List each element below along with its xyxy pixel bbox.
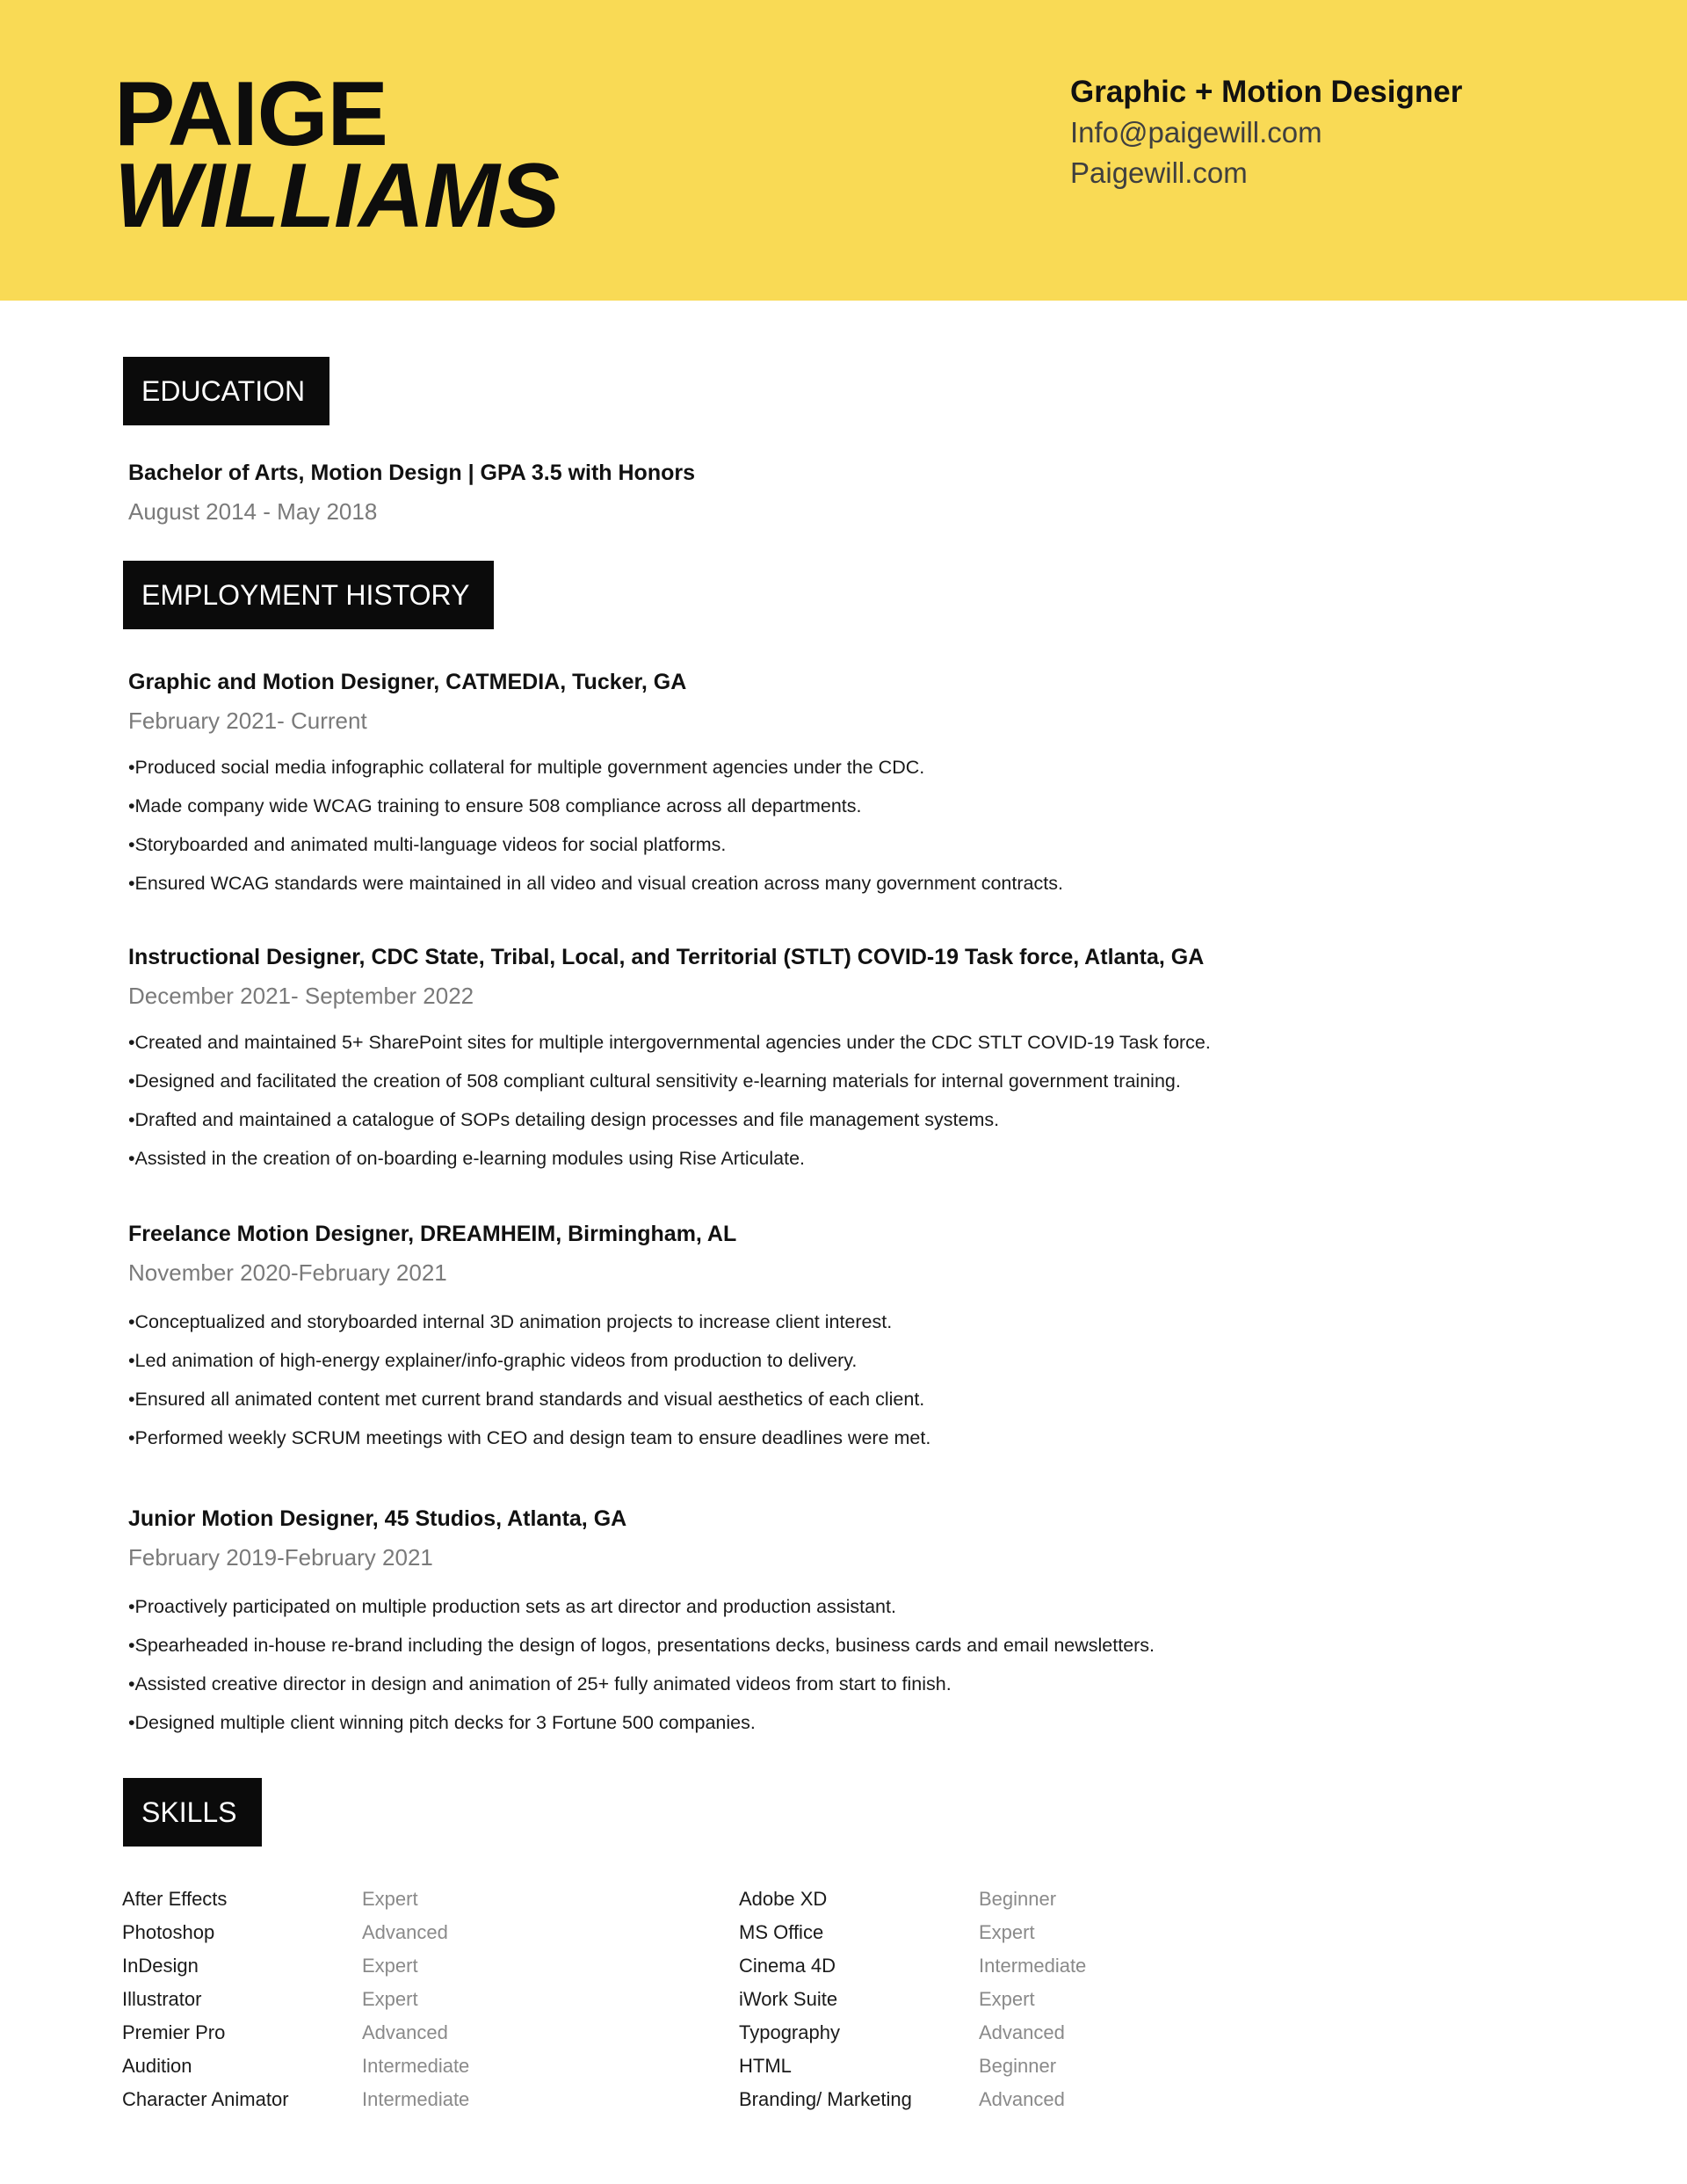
job-title: Instructional Designer, CDC State, Tribal, Local, and Territorial (STLT) COVID-19 Task force, Atlanta, GA [128,945,1205,969]
skill-level: Intermediate [362,2055,470,2077]
skill-row [739,2016,1108,2050]
skill-row [122,1983,491,2016]
email-address[interactable]: Info@paigewill.com [1070,116,1322,149]
skills-heading: SKILLS [123,1778,262,1847]
bullet-item: •Assisted creative director in design and animation of 25+ fully animated videos from start to finish. [128,1673,952,1694]
job-dates: December 2021- September 2022 [128,983,474,1009]
job-bullets [128,1587,1155,1742]
skill-row [122,1949,491,1983]
skill-level: Expert [362,1888,418,1910]
skill-name: Typography [739,2021,840,2043]
education-dates: August 2014 - May 2018 [128,498,378,525]
skill-row [122,1883,491,1916]
skill-level: Expert [362,1988,418,2010]
skill-row [739,1983,1108,2016]
bullet-item: •Designed and facilitated the creation of 508 compliant cultural sensitivity e-learning materials for internal government training. [128,1070,1181,1092]
job-dates: November 2020-February 2021 [128,1259,447,1286]
skill-level: Advanced [362,1921,448,1943]
skill-row [739,2050,1108,2083]
skill-row [122,2050,491,2083]
website-link[interactable]: Paigewill.com [1070,156,1248,189]
header-banner [0,0,1687,301]
job-bullets [128,1023,1211,1178]
skill-row [739,2083,1108,2116]
skill-row [122,1916,491,1949]
last-name: WILLIAMS [114,145,560,247]
skill-level: Expert [979,1921,1035,1943]
bullet-item: •Proactively participated on multiple production sets as art director and production assistant. [128,1596,896,1617]
skill-name: HTML [739,2055,792,2077]
skills-column-left [122,1883,491,2116]
job-bullets [128,748,1063,903]
skill-name: iWork Suite [739,1988,838,2010]
skill-name: InDesign [122,1955,199,1977]
bullet-item: •Designed multiple client winning pitch decks for 3 Fortune 500 companies. [128,1712,756,1733]
bullet-item: •Storyboarded and animated multi-language videos for social platforms. [128,834,727,855]
bullet-item: •Performed weekly SCRUM meetings with CEO and design team to ensure deadlines were met. [128,1427,931,1448]
skill-name: Branding/ Marketing [739,2088,912,2110]
skill-name: Illustrator [122,1988,202,2010]
bullet-item: •Ensured all animated content met current brand standards and visual aesthetics of each client. [128,1389,925,1410]
skill-level: Advanced [979,2021,1065,2043]
education-heading: EDUCATION [123,357,329,425]
job-bullets [128,1302,930,1457]
skill-name: MS Office [739,1921,824,1943]
skill-level: Expert [362,1955,418,1977]
skill-level: Beginner [979,1888,1057,1910]
skill-name: Premier Pro [122,2021,226,2043]
skill-name: Cinema 4D [739,1955,836,1977]
bullet-item: •Created and maintained 5+ SharePoint sites for multiple intergovernmental agencies under the CDC STLT COVID-19 Task force. [128,1032,1211,1053]
job-title: Freelance Motion Designer, DREAMHEIM, Birmingham, AL [128,1222,737,1246]
education-degree: Bachelor of Arts, Motion Design | GPA 3.5 with Honors [128,461,696,485]
bullet-item: •Conceptualized and storyboarded internal 3D animation projects to increase client interest. [128,1311,893,1332]
bullet-item: •Made company wide WCAG training to ensure 508 compliance across all departments. [128,795,862,816]
skill-level: Expert [979,1988,1035,2010]
bullet-item: •Led animation of high-energy explainer/info-graphic videos from production to delivery. [128,1350,858,1371]
skill-level: Intermediate [979,1955,1087,1977]
skill-row [739,1883,1108,1916]
skill-name: Photoshop [122,1921,215,1943]
skill-level: Advanced [979,2088,1065,2110]
skill-name: After Effects [122,1888,228,1910]
job-dates: February 2021- Current [128,707,367,734]
skill-level: Intermediate [362,2088,470,2110]
skill-name: Adobe XD [739,1888,828,1910]
bullet-item: •Produced social media infographic collateral for multiple government agencies under the CDC. [128,757,925,778]
contact-block [1070,72,1462,193]
skill-row [739,1949,1108,1983]
first-name: PAIGE [114,63,387,165]
bullet-item: •Ensured WCAG standards were maintained in all video and visual creation across many government contracts. [128,873,1063,894]
bullet-item: •Drafted and maintained a catalogue of SOPs detailing design processes and file management systems. [128,1109,1000,1130]
job-dates: February 2019-February 2021 [128,1544,433,1571]
job-title: Junior Motion Designer, 45 Studios, Atlanta, GA [128,1506,627,1531]
skill-level: Advanced [362,2021,448,2043]
skill-level: Beginner [979,2055,1057,2077]
skill-row [122,2083,491,2116]
job-title: Graphic and Motion Designer, CATMEDIA, Tucker, GA [128,670,687,694]
skills-column-right [739,1883,1108,2116]
skill-row [739,1916,1108,1949]
bullet-item: •Assisted in the creation of on-boarding e-learning modules using Rise Articulate. [128,1148,806,1169]
employment-heading: EMPLOYMENT HISTORY [123,561,494,629]
skill-name: Character Animator [122,2088,289,2110]
skill-name: Audition [122,2055,192,2077]
skill-row [122,2016,491,2050]
job-role: Graphic + Motion Designer [1070,75,1463,109]
bullet-item: •Spearheaded in-house re-brand including the design of logos, presentations decks, business cards and email newsletters. [128,1635,1155,1656]
